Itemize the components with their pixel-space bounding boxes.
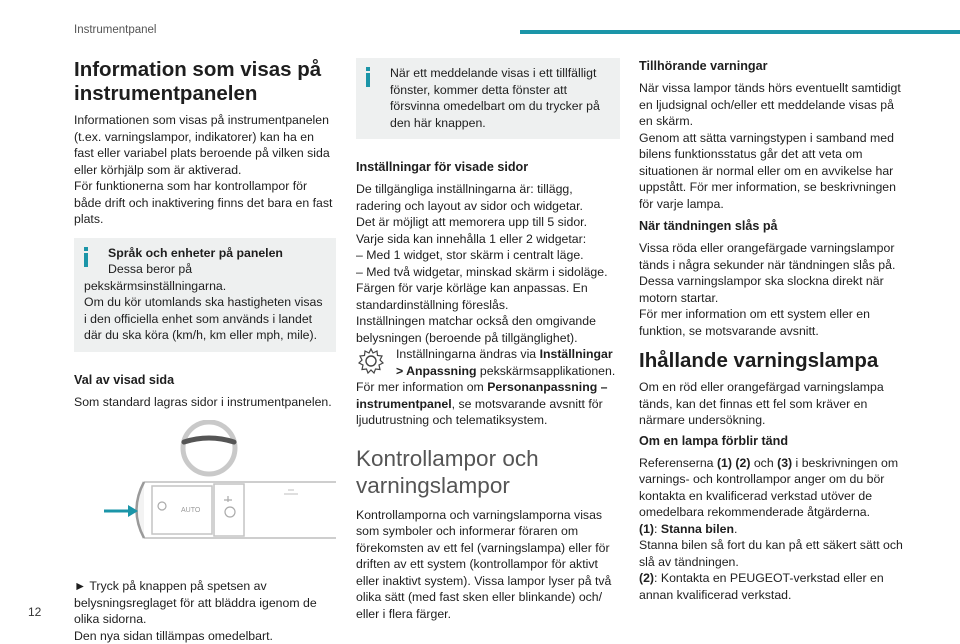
list-item: – Med 1 widget, stor skärm i centralt läge. <box>356 247 620 264</box>
paragraph: Stanna bilen så fort du kan på ett säkert sätt och slå av tändningen. <box>639 537 903 570</box>
paragraph: Inställningen matchar också den omgivande belysningen (beroende på tillgänglighet). <box>356 313 620 346</box>
sub-heading-settings: Inställningar för visade sidor <box>356 159 620 175</box>
page-number: 12 <box>28 605 41 619</box>
auto-label: AUTO <box>181 507 201 514</box>
column-1 <box>74 58 336 644</box>
instruction-bullet: ► Tryck på knappen på spetsen av belysningsreglaget för att bläddra igenom de olika sidorna. <box>74 578 336 628</box>
settings-note <box>356 346 620 379</box>
note-title: Språk och enheter på panelen <box>84 245 328 262</box>
paragraph: Som standard lagras sidor i instrumentpanelen. <box>74 394 336 411</box>
section-title-persistent-lamp: Ihållande varningslampa <box>639 349 903 373</box>
section-title-indicator-lamps: Kontrollampor och varningslampor <box>356 445 620 499</box>
paragraph: För mer information om Personanpassning – instrumentpanel, se motsvarande avsnitt för ljudutrustning och telematiksystem. <box>356 379 620 429</box>
header-accent-bar <box>520 30 960 34</box>
paragraph: Genom att sätta varningstypen i samband med bilens funktionsstatus går det att veta om situationen är normal eller om en avvikelse har uppstått. För mer information, se beskrivningen för varje lampa. <box>639 130 903 213</box>
paragraph: Det är möjligt att memorera upp till 5 sidor. <box>356 214 620 231</box>
gear-icon <box>356 346 386 376</box>
sub-heading-ignition: När tändningen slås på <box>639 218 903 234</box>
info-note-message <box>356 58 620 139</box>
paragraph: Informationen som visas på instrumentpanelen (t.ex. varningslampor, indikatorer) kan ha en fast eller variabel plats beroende på vilken sida eller körhjälp som är aktiverad. <box>74 112 336 178</box>
info-icon <box>365 67 371 89</box>
paragraph: De tillgängliga inställningarna är: tillägg, radering och layout av sidor och widgetar. <box>356 181 620 214</box>
paragraph: Färgen för varje körläge kan anpassas. En standardinställning föreslås. <box>356 280 620 313</box>
note-text: Om du kör utomlands ska hastigheten visas i den officiella enhet som används i landet där du ska köra (km/h, km eller mph, mile). <box>84 294 328 344</box>
note-text: Dessa beror på <box>84 261 328 278</box>
paragraph: Om en röd eller orangefärgad varningslampa tänds, kan det finnas ett fel som kräver en närmare undersökning. <box>639 379 903 429</box>
sub-heading-lamp-stays-on: Om en lampa förblir tänd <box>639 433 903 449</box>
lighting-stalk-illustration <box>74 420 336 570</box>
note-text: pekskärmsinställningarna. <box>84 278 328 295</box>
paragraph: Referenserna (1) (2) och (3) i beskrivningen om varnings- och kontrollampor anger om du bör kontakta en kvalificerad verkstad utöver de omedelbara rekommenderade åtgärderna. <box>639 455 903 521</box>
paragraph: Den nya sidan tillämpas omedelbart. <box>74 628 336 644</box>
reference-1: (1): Stanna bilen. <box>639 521 903 538</box>
reference-2: (2): Kontakta en PEUGEOT-verkstad eller en annan kvalificerad verkstad. <box>639 570 903 603</box>
info-note-language <box>74 238 336 352</box>
column-3 <box>639 58 903 603</box>
paragraph: När vissa lampor tänds hörs eventuellt samtidigt en ljudsignal och/eller ett meddelande visas på en skärm. <box>639 80 903 130</box>
paragraph: För mer information om ett system eller en funktion, se motsvarande avsnitt. <box>639 306 903 339</box>
note-text: När ett meddelande visas i ett tillfälligt fönster, kommer detta fönster att försvinna omedelbart om du trycker på den här knappen. <box>366 65 612 131</box>
paragraph: Kontrollamporna och varningslamporna visas som symboler och informerar föraren om förekomsten av ett fel (varningslampa) eller för driften av ett system (kontrollampor för aktivt eller inaktivt system). Vissa lampor lyser på två olika sätt (med fast sken eller blinkande) och/ eller i flera färger. <box>356 507 620 623</box>
column-2 <box>356 58 620 622</box>
settings-path-text: Inställningarna ändras via Inställningar > Anpassning pekskärmsapplikationen. <box>396 346 620 379</box>
sub-heading-page-selection: Val av visad sida <box>74 372 336 388</box>
paragraph: För funktionerna som har kontrollampor för både drift och inaktivering finns det bara en fast plats. <box>74 178 336 228</box>
header-section-title: Instrumentpanel <box>74 24 156 36</box>
list-item: – Med två widgetar, minskad skärm i sidoläge. <box>356 264 620 281</box>
steering-wheel-stalk-icon <box>74 420 336 570</box>
info-icon <box>83 247 89 269</box>
paragraph: Varje sida kan innehålla 1 eller 2 widgetar: <box>356 231 620 248</box>
paragraph: Vissa röda eller orangefärgade varningslampor tänds i några sekunder när tändningen slås på. Dessa varningslampor ska slockna direkt när motorn startar. <box>639 240 903 306</box>
sub-heading-warnings: Tillhörande varningar <box>639 58 903 74</box>
section-title-information: Information som visas på instrumentpanelen <box>74 58 336 106</box>
